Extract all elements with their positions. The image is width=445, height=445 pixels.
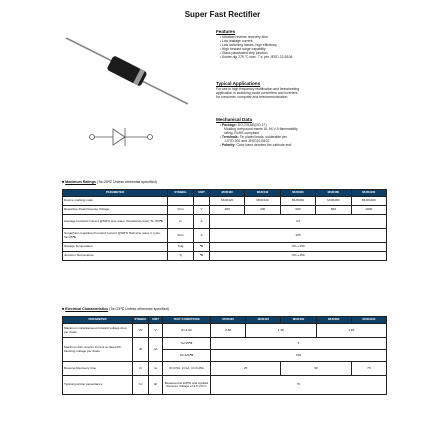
list-item: application in switching mode converters and inverters	[216, 91, 298, 96]
features-list	[220, 35, 292, 60]
mechanical-heading: Mechanical Data	[216, 117, 252, 122]
table-header-row: PARAMETER SYMBOL UNIT TEST CONDITIONS MUR420 MUR440 MUR460 MUR480 MUR4100	[63, 317, 387, 324]
table-row: Surge(Non-repetitive) Forward Current @60Hz Half-sine wave,1 cycle, Ta=25℃ Ifsm A 125	[63, 229, 387, 243]
table-row: Typical junction capacitance CJ pF Measured at 1MHZ and Applied Reverse Voltage of 4.0 V.D.C 70	[63, 376, 387, 395]
table-row: Reverse Recovery time trr ns IF=0.5A, Ir=1A, Irr=0.25A 25 50 75	[63, 362, 387, 376]
table-header-row: PARAMETER SYMBOL UNIT MUR420 MUR440 MUR460 MUR480 MUR4100	[63, 190, 387, 197]
electrical-heading: ■ Electrical Characteristics (Ta=25℃ Unless otherwise specified)	[62, 307, 169, 311]
table-row: Maximum DC reverse current at rated DC blocking voltage per diode IR μA Ta=25℃ 5	[63, 338, 387, 350]
list-item: rating, RoHS-compliant	[224, 131, 260, 136]
list-item: ▪ Low leakage current	[220, 39, 292, 43]
table-row: Device marking code MUR420 MUR440 MUR460 MUR480 MUR4100	[63, 197, 387, 206]
list-item: For use in high frequency rectification and freewheeling	[216, 87, 300, 91]
list-item: J-STD-002 and JESD22-B102	[224, 139, 270, 144]
features-heading: Features	[216, 29, 236, 34]
table-row: Maximum instantaneous forward voltage drop per diode VF V IF=4.0A 0.88 1.28 1.65	[63, 324, 387, 338]
list-item: for consumer, computer and telecommunication	[216, 95, 288, 100]
list-item: ▪ Polarity: Color band denotes the cathode end	[220, 143, 298, 147]
list-item: ▪ Glass passivated chip junction	[220, 51, 292, 55]
max-ratings-heading: ■ Maximum Ratings (Ta=25℃ Unless otherwise specified)	[62, 180, 157, 184]
applications-list	[216, 87, 299, 99]
table-row: Storage Temperature Tstg ℃ -55~+150	[63, 243, 387, 252]
max-ratings-table	[62, 189, 387, 261]
mechanical-list	[220, 123, 298, 148]
table-row: Ta=100℃ 150	[63, 350, 387, 362]
table-row: Repetitive Peak Reverse Voltage Vrrm V 200 400 600 800 1000	[63, 206, 387, 215]
list-item: ▪ Ultrafast reverse recovery time	[220, 35, 292, 39]
list-item: ▪ Solder dip 275 °C max. 7 s, per JESD 22-B106	[220, 55, 292, 59]
table-row: Average Forward Current @60Hz sine wave, Resistance load, Ta =50℃ Io A 4.0	[63, 215, 387, 229]
list-item: ▪ Terminals: Tin plated leads, solderable per	[220, 135, 298, 139]
list-item: Molding compound meets UL 94 V-0 flammability	[224, 127, 298, 132]
diode-symbol-icon	[86, 120, 156, 154]
page-title: Super Fast Rectifier	[184, 10, 261, 19]
table-row: Junction Temperature Tj ℃ -55~+150	[63, 252, 387, 261]
list-item: ▪ Low switching losses, high efficiency	[220, 43, 292, 47]
diode-package-image	[62, 30, 192, 110]
list-item: ▪ High forward surge capability	[220, 47, 292, 51]
applications-heading: Typical Applications	[216, 81, 261, 86]
electrical-table	[62, 316, 387, 395]
list-item: ▪ Package: DO-201AD(DO-27)	[220, 123, 298, 127]
